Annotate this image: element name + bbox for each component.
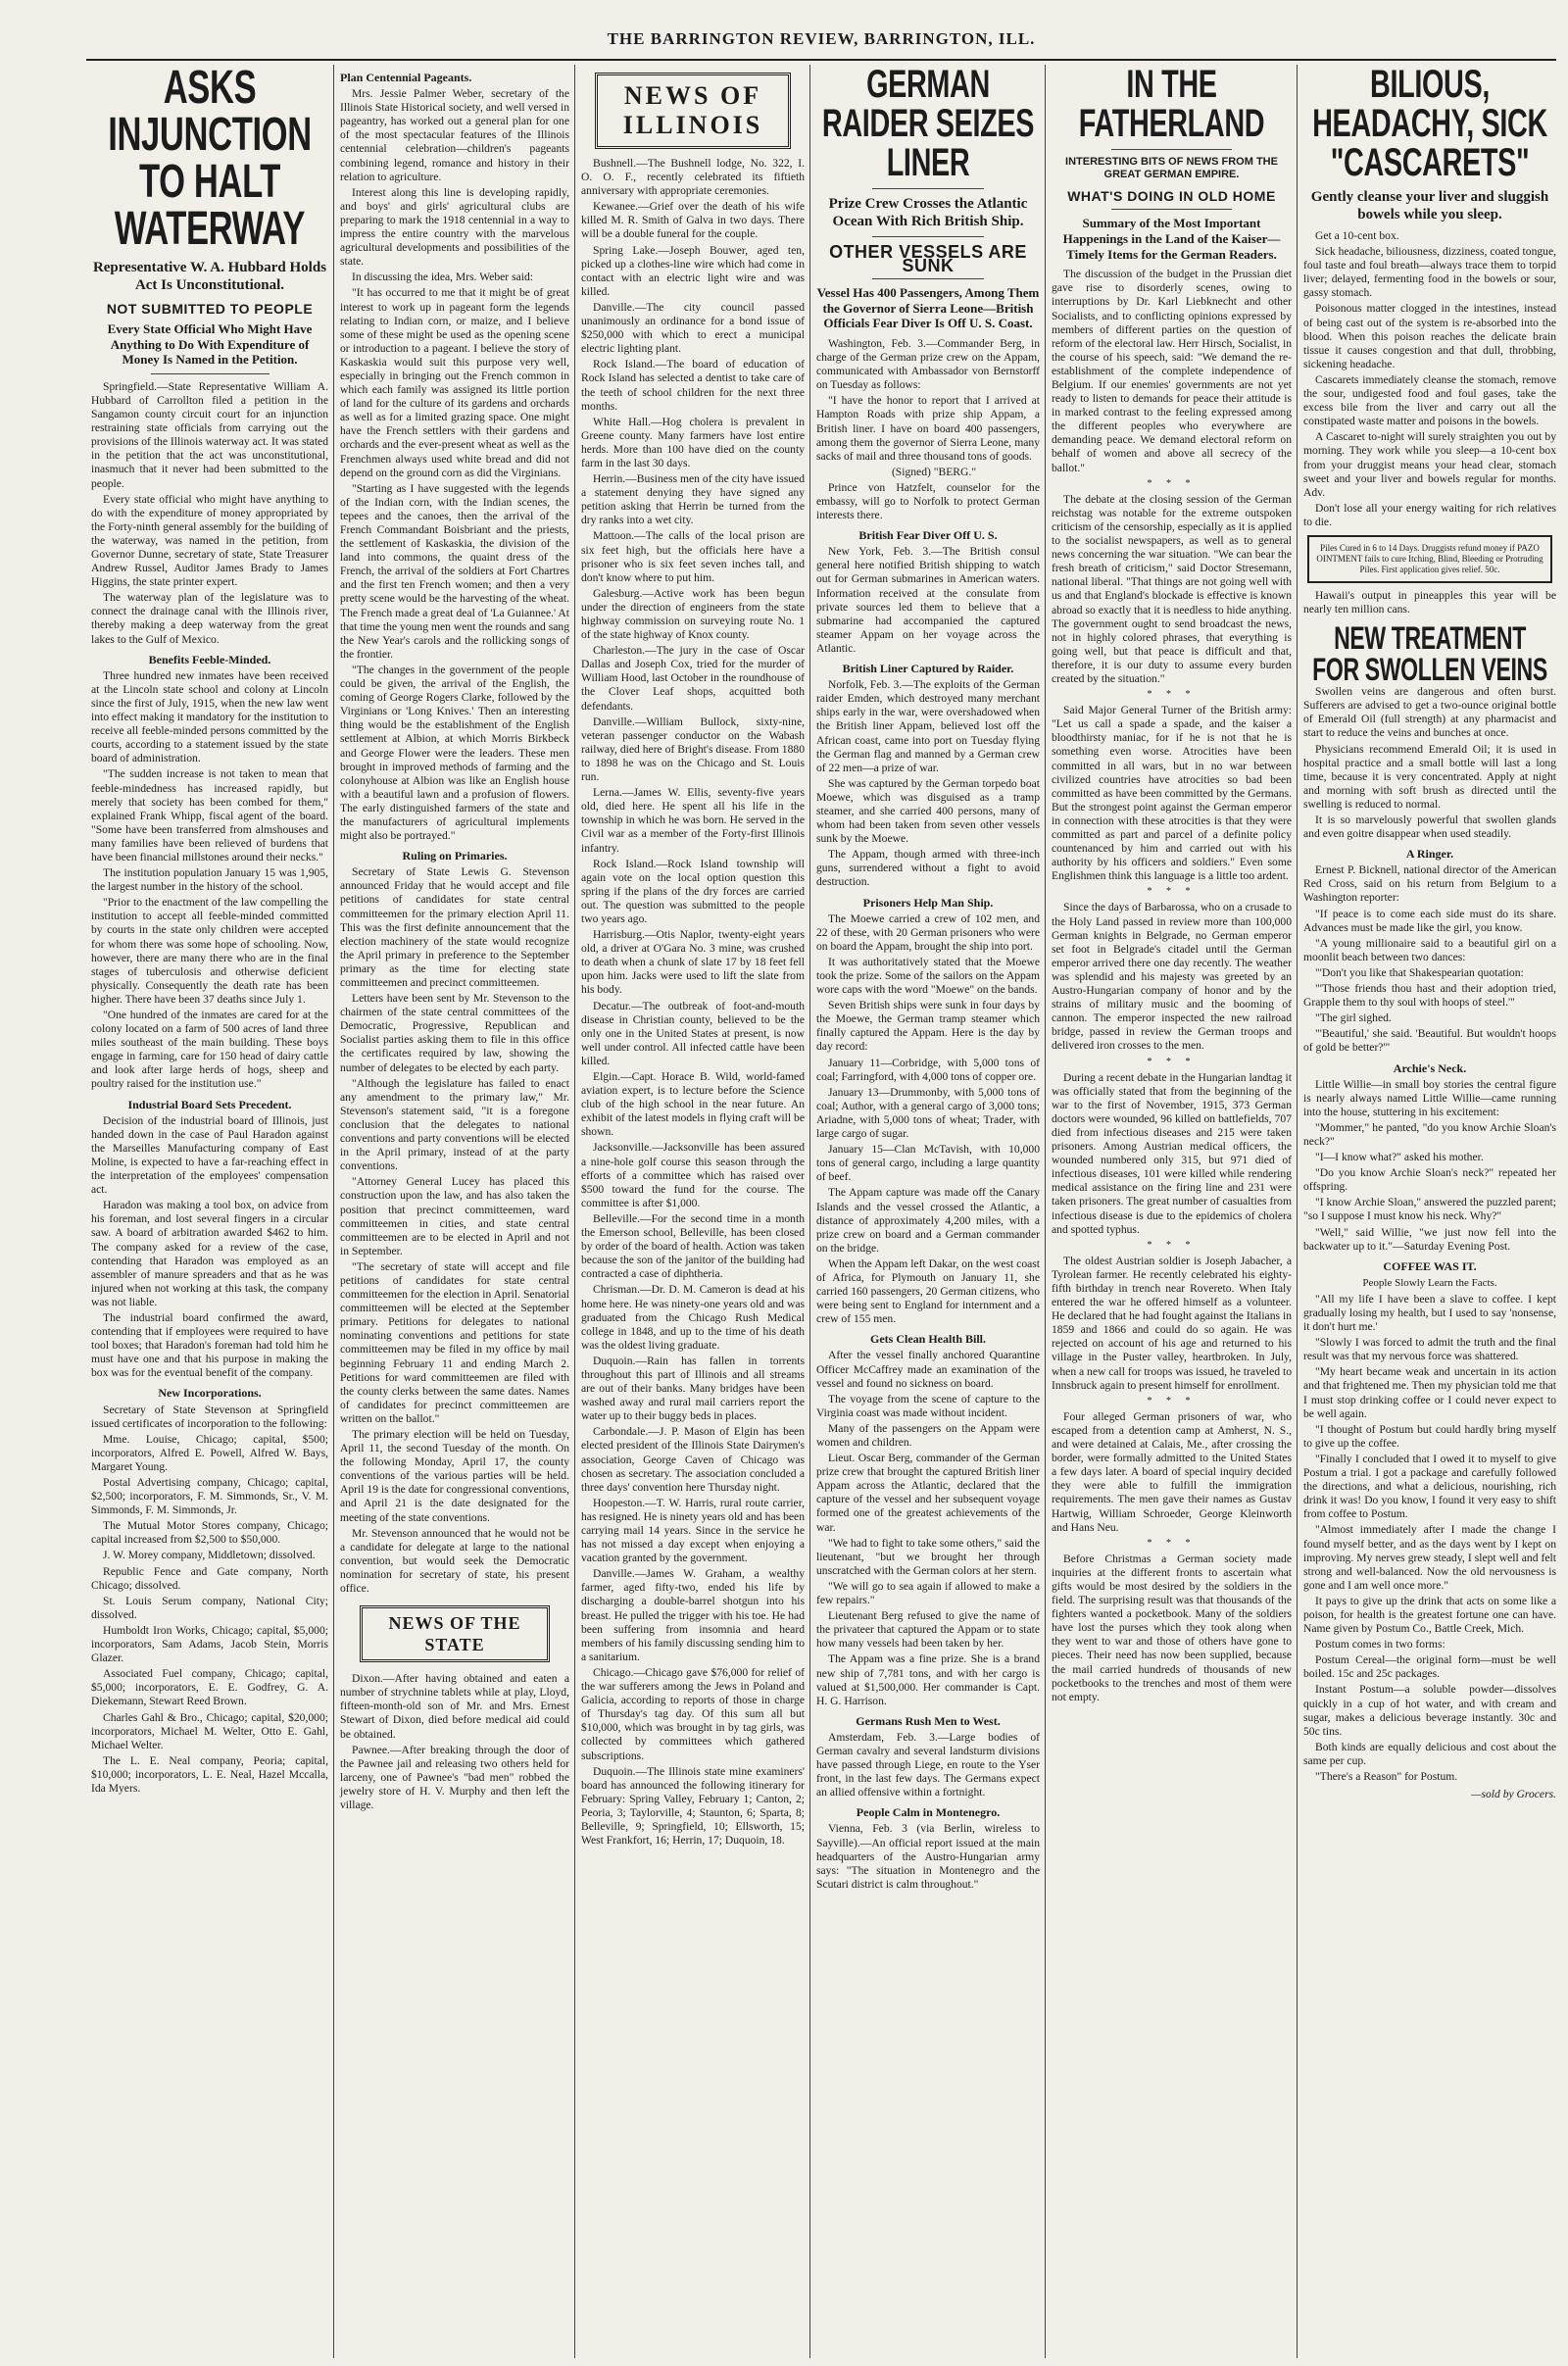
paragraph: St. Louis Serum company, National City; dissolved.	[91, 1594, 328, 1621]
column-rule	[333, 65, 334, 2358]
section-head: Plan Centennial Pageants.	[340, 71, 472, 84]
column-cascarets	[1298, 65, 1561, 2358]
paragraph: It was authoritatively stated that the Moewe took the prize. Some of the sailors on the Appam wore caps with the word "Moewe" on the bands.	[816, 955, 1040, 997]
paragraph: Chrisman.—Dr. D. M. Cameron is dead at his home here. He was ninety-one years old and was graduated from the Chicago Rush Medical college in 1848, and up to the time of his death was the oldest living graduate.	[581, 1283, 805, 1352]
paragraph: Both kinds are equally delicious and cost about the same per cup.	[1303, 1740, 1556, 1767]
paragraph: Danville.—The city council passed unanimously an ordinance for a bond issue of $250,000 with which to erect a municipal electric lighting plant.	[581, 300, 805, 356]
paragraph: "'Those friends thou hast and their adoption tried, Grapple them to thy soul with hoops of steel.'"	[1303, 982, 1556, 1010]
paragraph: Mrs. Jessie Palmer Weber, secretary of the Illinois State Historical society, and well versed in pageantry, has worked out a general plan for one of the most spectacular features of the Illinois centennial celebration—children's pageants combining legend, romance and history in their relation to agriculture.	[340, 87, 569, 183]
paragraph: Mme. Louise, Chicago; capital, $500; incorporators, Alfred E. Powell, Alfred W. Bays, Margaret Young.	[91, 1432, 328, 1473]
paragraph: "Well," said Willie, "we just now fell into the backwater up to it."—Saturday Evening Post.	[1303, 1225, 1556, 1253]
paragraph: The voyage from the scene of capture to the Virginia coast was made without incident.	[816, 1392, 1040, 1419]
separator-stars: * * *	[1147, 1537, 1197, 1549]
paragraph: "One hundred of the inmates are cared for at the colony located on a farm of 500 acres of land three miles southeast of the main building. These boys engage in farming, care for 150 head of dairy cattle and look after large herds of hogs, sheep and poultry raised for the institution use."	[91, 1009, 328, 1091]
paragraph: "Mommer," he panted, "do you know Archie Sloan's neck?"	[1303, 1120, 1556, 1148]
headline-waterway: ASKS INJUNCTION TO HALT WATERWAY	[108, 65, 312, 255]
separator-stars: * * *	[1147, 886, 1197, 898]
divider	[1111, 149, 1232, 150]
section-head: British Fear Diver Off U. S.	[858, 528, 998, 543]
news-of-the-state-title	[360, 1605, 550, 1662]
section-head: New Incorporations.	[158, 1386, 262, 1401]
paragraph: Bushnell.—The Bushnell lodge, No. 322, I. O. O. F., recently celebrated its fiftieth anniversary with appropriate ceremonies.	[581, 157, 805, 198]
paragraph: Three hundred new inmates have been received at the Lincoln state school and colony at Lincoln since the first of July, 1915, when the new law went into effect making it mandatory for the institution to receive all feeble-minded persons committed by the courts, according to a statement issued by the state board of administration.	[91, 668, 328, 765]
section-head: People Calm in Montenegro.	[856, 1805, 1001, 1820]
paragraph: Since the days of Barbarossa, who on a crusade to the Holy Land passed in review more than 100,000 German knights in Belgrade, no German emperor set foot in Belgrade's citadel until the German emperor arrived there one day recently. The weather was splendid and his majesty was greeted by an Austro-Hungarian company of honor and by the strains of military music and the booming of cannon. The emperor inspected the new railroad bridge, passed in review the German troops and delivered iron crosses to the men.	[1052, 901, 1292, 1053]
column-rule	[1045, 65, 1046, 2358]
paragraph: Danville.—James W. Graham, a wealthy farmer, aged fifty-two, ended his life by discharging a double-barrel shotgun into his breast. He pulled the trigger with his toe. He had been suffering from insomnia and heard members of his family discussing sending him to a sanitarium.	[581, 1567, 805, 1663]
paragraph: Instant Postum—a soluble powder—dissolves quickly in a cup of hot water, and with cream and sugar, makes a delicious beverage instantly. 30c and 50c tins.	[1303, 1683, 1556, 1738]
paragraph: It is so marvelously powerful that swollen glands and even goitre disappear when used steadily.	[1303, 813, 1556, 841]
paragraph: Humboldt Iron Works, Chicago; capital, $5,000; incorporators, Sam Adams, Jacob Stein, Morris Glazer.	[91, 1623, 328, 1665]
paragraph: "Prior to the enactment of the law compelling the institution to accept all feeble-minded committed by courts in the state only children were accepted for whom there was some hope of schooling. Now, however, there are many there who are in the final stages of tuberculosis and otherwise deficient physically. Consequently the death rate has been higher. There have been 37 deaths since July 1.	[91, 896, 328, 1006]
paragraph: Secretary of State Stevenson at Springfield issued certificates of incorporation to the following:	[91, 1403, 328, 1430]
paragraph: Washington, Feb. 3.—Commander Berg, in charge of the German prize crew on the Appam, communicated with Ambassador von Bernstorff on Tuesday as follows:	[816, 336, 1040, 392]
paragraph: Postal Advertising company, Chicago; capital, $2,500; incorporators, F. M. Simmonds, Sr., V. M. Simmonds, F. M. Simmonds, Jr.	[91, 1476, 328, 1517]
paragraph: Hawaii's output in pineapples this year will be nearly ten million cans.	[1303, 588, 1556, 616]
paragraph: A Cascaret to-night will surely straighten you out by morning. They work while you sleep—a 10-cent box from your druggist means your head clear, stomach sweet and your liver and bowels regular for months. Adv.	[1303, 430, 1556, 499]
paragraph: New York, Feb. 3.—The British consul general here notified British shipping to watch out for German submarines in American waters. Information received at the consulate from private sources led them to believe that a submarine had accompanied the captured steamer Appam on her voyage across the Atlantic.	[816, 545, 1040, 655]
paragraph: —sold by Grocers.	[1471, 1788, 1556, 1801]
paragraph: Swollen veins are dangerous and often burst. Sufferers are advised to get a two-ounce original bottle of Emerald Oil (full strength) at any pharmacist and start to reduce the veins and bunches at once.	[1303, 685, 1556, 740]
paragraph: Associated Fuel company, Chicago; capital, $5,000; incorporators, E. E. Godfrey, G. A. Diekemann, Stewart Reed Brown.	[91, 1667, 328, 1708]
separator-stars: * * *	[1147, 477, 1197, 489]
paragraph: Cascarets immediately cleanse the stomach, remove the sour, undigested food and foul gases, take the excess bile from the liver and carry out all the constipated waste matter and poisons in the bowels.	[1303, 372, 1556, 428]
section-head: COFFEE WAS IT.	[1383, 1258, 1477, 1273]
paragraph: The L. E. Neal company, Peoria; capital, $10,000; incorporators, L. E. Neal, Hazel Mccalla, Ida Myers.	[91, 1753, 328, 1795]
paragraph: It pays to give up the drink that acts on some like a poison, for health is the greatest fortune one can have. Name given by Postum Co., Battle Creek, Mich.	[1303, 1594, 1556, 1636]
column-german-raider	[811, 65, 1045, 2358]
paragraph: "Starting as I have suggested with the legends of the Indian corn, with the Indian scenes, the tepees and the canoes, then the arrival of the French Commandant Boisbriant and the priests, the settlement of Kaskaskia, the division of the land into commons, the quaint dress of the French, the arrival of the soldiers at Fort Chartres and the first ten French women; and then a very pretty scene would be the harvesting of the wheat. The French made a great deal of 'La Guiannee.' At that time the young men went the rounds and sang the New Year's carols and the rollicking songs of the frontier.	[340, 481, 569, 661]
paragraph: The institution population January 15 was 1,905, the largest number in the history of the school.	[91, 866, 328, 894]
paragraph: "It has occurred to me that it might be of great interest to work up in pageant form the legends relating to Indian corn, or maize, and I believe some of these might be used as the opening scene or introduction to a pageant. I believe the story of Kaskaskia would suit this purpose very well, especially in bringing out the French common in which each family was assigned its little portion of land for the culture of its gardens and orchards as well as for a limited grazing space. One might have the French settlers with their gardens and orchards and the ever-present wheat as well as the Frenchmen always used white bread and did not depend on the ground corn as did the Virginians.	[340, 286, 569, 479]
paragraph: The Moewe carried a crew of 102 men, and 22 of these, with 20 German prisoners who were on board the Appam, brought the ship into port.	[816, 912, 1040, 953]
paragraph: Before Christmas a German society made inquiries at the different fronts to ascertain what gifts would be most desired by the soldiers in the field. The surprising result was that thousands of the fighters wanted a pocketbook. Many of the soldiers have lost the purses which they took along when they went to war and those of others have gone to pieces. Their need has now been supplied, because the mail carried hundreds of thousands of new pocketbooks to the trenches and most of them were not empty.	[1052, 1552, 1292, 1703]
deck: Vessel Has 400 Passengers, Among Them the Governor of Sierra Leone—British Officials Fear Diver Is Off U. S. Coast.	[816, 285, 1040, 331]
paragraph: "There's a Reason" for Postum.	[1315, 1770, 1458, 1783]
deck: INTERESTING BITS OF NEWS FROM THE GREAT GERMAN EMPIRE.	[1065, 156, 1278, 181]
paragraph: January 13—Drummonby, with 5,000 tons of coal; Author, with a general cargo of 3,000 tons; Ariadne, with 5,000 tons of wheat; Trader, with large cargo of sugar.	[816, 1085, 1040, 1141]
paragraph: The oldest Austrian soldier is Joseph Jabacher, a Tyrolean farmer. He recently celebrated his eighty-fifth birthday in trench near Rovereto. When Italy entered the war he offered himself as a volunteer. He declared that he had fought against the Italians in 1859 and 1866 and could do so again. He was rejected on account of his age and returned to his village in the Puster valley, heartbroken. In July, when a new call for troops was issued, he traveled to Innsbruck again to present himself for enrollment.	[1052, 1254, 1293, 1392]
paragraph: Interest along this line is developing rapidly, and boys' and girls' agricultural clubs are preparing to mark the 1918 centennial in a way to impress the entire country with the marvelous agricultural developments and possibilities of the state.	[340, 185, 569, 269]
paragraph: Mattoon.—The calls of the local prison are six feet high, but the officials here have a prisoner who is six feet seven inches tall, and don't know where to put him.	[581, 529, 805, 584]
paragraph: Decatur.—The outbreak of foot-and-mouth disease in Christian county, believed to be the only one in the United States at present, is now well under control. All infected cattle have been killed.	[581, 999, 805, 1067]
paragraph: The primary election will be held on Tuesday, April 11, the second Tuesday of the month. On the following Monday, April 17, the county conventions of the various parties will be held. April 19 is the date for congressional conventions, and April 21 is the date designated for the meeting of the state conventions.	[340, 1428, 569, 1524]
paragraph: "'Beautiful,' she said. 'Beautiful. But wouldn't hoops of gold be better?'"	[1303, 1027, 1556, 1055]
separator-stars: * * *	[1147, 1239, 1197, 1251]
paragraph: Sick headache, biliousness, dizziness, coated tongue, foul taste and foul breath—always trace them to torpid liver; delayed, fermenting food in the bowels or sour, gassy stomach.	[1303, 245, 1556, 300]
divider	[872, 236, 984, 237]
title-line: NEWS OF	[623, 81, 762, 110]
paragraph: Postum comes in two forms:	[1315, 1638, 1446, 1651]
divider	[151, 373, 270, 374]
paragraph: "A young millionaire said to a beautiful girl on a moonlit beach between two dances:	[1303, 936, 1556, 963]
paragraph: The waterway plan of the legislature was to connect the drainage canal with the Illinois river, thereby making a deep waterway from the great lakes to the Gulf of Mexico.	[91, 591, 328, 646]
paragraph: "I thought of Postum but could hardly bring myself to give up the coffee.	[1303, 1422, 1556, 1450]
subhead: OTHER VESSELS ARE SUNK	[829, 242, 1027, 276]
subhead: WHAT'S DOING IN OLD HOME	[1067, 188, 1276, 205]
paragraph: Jacksonville.—Jacksonville has been assured a nine-hole golf course this season through the efforts of a committee which has raised over $500 toward the fund for the course. The committee is after $1,000.	[581, 1141, 805, 1209]
divider	[872, 278, 984, 279]
paragraph: The debate at the closing session of the German reichstag was notable for the extreme outspoken criticism of the censorship, especially as it is applied to the socialist newspapers, as well as to general news concerning the war situation. "We can bear the fresh breath of criticism," said Doctor Stresemann, national liberal. "That things are not going well with us and that England's blockade is effective is known abroad so exactly that it is needless to hide anything. The government ought to send broadcast the news, not in highly colored phrases, that everything is going well, but that peace is difficult and that, therefore, it is our duty to assume every burden created by the situation."	[1052, 492, 1292, 685]
paragraph: "The girl sighed.	[1315, 1011, 1392, 1025]
deck: Every State Official Who Might Have Anything to Do With Expenditure of Money Is Named in the Petition.	[107, 321, 313, 368]
paragraph: "I have the honor to report that I arrived at Hampton Roads with prize ship Appam, a British liner. I have on board 400 passengers, among them the governor of Sierra Leone, many sacks of mail and three thousand tons of goods.	[816, 394, 1040, 463]
subhead: NOT SUBMITTED TO PEOPLE	[106, 301, 314, 317]
column-rule	[809, 65, 810, 2358]
paragraph: Duquoin.—Rain has fallen in torrents throughout this part of Illinois and all streams are out of their banks. Many bridges have been washed away and rural mail carriers report the water up to their buggy beds in places.	[581, 1354, 805, 1423]
column-pageants	[335, 65, 574, 2358]
paragraph: Harrisburg.—Otis Naplor, twenty-eight years old, a driver at O'Gara No. 3 mine, was crushed to death when a chunk of slate 17 by 18 feet fell upon him. Jacks were used to lift the slate from his body.	[581, 928, 805, 997]
paragraph: "We had to fight to take some others," said the lieutenant, "but we brought her through unscratched with the German colors at her stern.	[816, 1536, 1040, 1577]
paragraph: The Appam was a fine prize. She is a brand new ship of 7,781 tons, and with her cargo is valued at $1,500,000. Her commander is Capt. H. G. Harrison.	[816, 1652, 1040, 1707]
section-head: Gets Clean Health Bill.	[870, 1332, 986, 1347]
paragraph: "I know Archie Sloan," answered the puzzled parent; "so I suppose I must know his neck. Why?"	[1303, 1196, 1556, 1223]
paragraph: "'Don't you like that Shakespearian quotation:	[1315, 965, 1524, 979]
divider	[872, 188, 984, 189]
paragraph: In discussing the idea, Mrs. Weber said:	[352, 271, 533, 284]
paragraph: Postum Cereal—the original form—must be well boiled. 15c and 25c packages.	[1303, 1653, 1556, 1681]
paragraph: Little Willie—in small boy stories the central figure is nearly always named Little Willie—came running into the house, stuttering in his excitement:	[1303, 1077, 1556, 1118]
paragraph: She was captured by the German torpedo boat Moewe, which was disguised as a tramp steamer, and she carried 400 persons, many of whom had been taken from seven other vessels sunk by the Moewe.	[816, 776, 1040, 846]
paragraph: During a recent debate in the Hungarian landtag it was officially stated that from the beginning of the war to the first of November, 1915, 373 German doctors were wounded, 96 killed on battlefields, 707 died from infectious diseases and 215 were taken prisoners. Among Austrian medical officers, the wounded numbered only 315, but 971 died of infectious diseases, 101 were killed while rendering medical assistance on the firing line and 231 were taken prisoners. The great number of casualties from infectious disease is due to the epidemics of cholera and spotted typhus.	[1052, 1070, 1292, 1236]
paragraph: Galesburg.—Active work has been begun under the direction of engineers from the state highway commission on surveying route No. 1 of the state highway of Knox county.	[581, 586, 805, 642]
paragraph: Chicago.—Chicago gave $76,000 for relief of the war sufferers among the Jews in Poland and Galicia, according to reports of those in charge of Thursday's tag day. Of this sum all but $10,000, which was brought in by tag girls, was collected by committees which gathered subscriptions.	[581, 1665, 805, 1762]
deck: Representative W. A. Hubbard Holds Act Is Unconstitutional.	[92, 260, 327, 293]
paragraph: Kewanee.—Grief over the death of his wife killed M. R. Smith of Galva in two days. There will be a double funeral for the couple.	[581, 200, 805, 241]
paragraph: The Appam, though armed with three-inch guns, surrendered without a fight to avoid destruction.	[816, 848, 1040, 889]
paragraph: January 11—Corbridge, with 5,000 tons of coal; Farringford, with 4,000 tons of copper ore.	[816, 1056, 1040, 1083]
paragraph: Every state official who might have anything to do with the expenditure of money appropriated by the Forty-ninth general assembly for the building of the waterway, was named in the petition, from Governor Dunne, secretary of state, State Treasurer Andrew Russel, Auditor James Brady to James Higgins, the state printer expert.	[91, 492, 328, 589]
paragraph: "I—I know what?" asked his mother.	[1315, 1151, 1484, 1164]
paragraph: January 15—Clan McTavish, with 10,000 tons of general cargo, including a large quantity of beef.	[816, 1143, 1040, 1184]
paragraph: Springfield.—State Representative William A. Hubbard of Carrollton filed a petition in the Sangamon county circuit court for an injunction restraining state officials from carrying out the provisions of the Illinois waterway act. It was stated in the petition that the act was unconstitutional, inasmuch that it never had been submitted to the people.	[91, 379, 328, 490]
paragraph: "Although the legislature has failed to enact any amendment to the primary law," Mr. Stevenson's statement said, "it is a foregone conclusion that the delegates to national conventions and party conventions will be elected in the April primary, instead of at the party conventions.	[340, 1076, 569, 1173]
paragraph: "Do you know Archie Sloan's neck?" repeated her offspring.	[1303, 1166, 1556, 1194]
section-head: Archie's Neck.	[1393, 1060, 1467, 1075]
news-of-illinois-box	[595, 73, 791, 149]
headline-fatherland: IN THE FATHERLAND	[1078, 65, 1265, 145]
paragraph: The Mutual Motor Stores company, Chicago; capital increased from $2,500 to $50,000.	[91, 1519, 328, 1547]
deck: Gently cleanse your liver and sluggish bowels while you sleep.	[1310, 189, 1549, 222]
paragraph: Elgin.—Capt. Horace B. Wild, world-famed aviation expert, is to lecture before the Science club of the high school in the near future. An exhibit of the latest models in flying craft will be shown.	[581, 1070, 805, 1139]
title-line: ILLINOIS	[622, 111, 763, 139]
paragraph: Don't lose all your energy waiting for rich relatives to die.	[1303, 501, 1556, 528]
paragraph: Letters have been sent by Mr. Stevenson to the chairmen of the state central committees of the Democratic, Progressive, Republican and Socialist parties asking them to file in this office the certificates required by law, showing the number of delegates to be elected by each party.	[340, 992, 569, 1074]
column-rule	[574, 65, 575, 2358]
paragraph: "Attorney General Lucey has placed this construction upon the law, and has also taken the position that precinct committeemen, ward committeemen in cities, and state central committeemen are to be elected in April and not in September.	[340, 1175, 569, 1257]
paragraph: White Hall.—Hog cholera is prevalent in Greene county. Many farmers have lost entire herds. More than 100 have died on the county farm in the last 30 days.	[581, 415, 805, 469]
paragraph: Republic Fence and Gate company, North Chicago; dissolved.	[91, 1564, 328, 1592]
paragraph: Poisonous matter clogged in the intestines, instead of being cast out of the system is re-absorbed into the blood. When this poison reaches the delicate brain tissue it causes congestion and that dull, throbbing, sickening headache.	[1303, 302, 1556, 370]
section-head: A Ringer.	[1405, 847, 1454, 862]
separator-stars: * * *	[1147, 689, 1197, 701]
paragraph: When the Appam left Dakar, on the west coast of Africa, for Plymouth on January 11, she carried 160 passengers, 20 German citizens, who were being sent to England for internment and a crew of 155 men.	[816, 1257, 1040, 1326]
paragraph: The discussion of the budget in the Prussian diet gave rise to disorderly scenes, owing to interruptions by Dr. Karl Liebknecht and other Socialists, and to conflicting opinions expressed by members of different parties on the question of reform of the electoral law. Herr Hirsch, Socialist, in the course of his speech, said: "We demand the re-establishment of the complete independence of Belgium. If our enemies' governments are not yet ready to listen to demands for peace their attitude is in marked contrast to the feeling expressed among the different peoples who everywhere are demanding peace. We demand electoral reform on behalf of women and above all secrecy of the ballot."	[1052, 268, 1292, 474]
divider	[1111, 209, 1232, 210]
section-subhead: People Slowly Learn the Facts.	[1362, 1276, 1497, 1289]
paragraph: Ernest P. Bicknell, national director of the American Red Cross, said on his return from Belgium to a Washington reporter:	[1303, 863, 1556, 905]
paragraph: (Signed) "BERG."	[891, 465, 977, 478]
paragraph: Herrin.—Business men of the city have issued a statement denying they have signed any petition asking that Herrin be turned from the dry ranks into a wet city.	[581, 472, 805, 527]
paragraph: Lieutenant Berg refused to give the name of the privateer that captured the Appam or to state how many vessels had been taken by her.	[816, 1609, 1040, 1651]
column-news-of-illinois	[576, 65, 809, 2358]
paragraph: Danville.—William Bullock, sixty-nine, veteran passenger conductor on the Wabash railway, died here of Bright's disease. From 1880 to 1898 he was on the Chicago and St. Louis run.	[581, 715, 805, 784]
section-head: Germans Rush Men to West.	[856, 1713, 1001, 1728]
paragraph: Physicians recommend Emerald Oil; it is used in hospital practice and a small bottle will last a long time, because it is very concentrated. Apply at night and morning with soft brush as directed until the swelling is reduced to normal.	[1303, 742, 1556, 811]
paragraph: "If peace is to come each side must do its share. Advances must be made like the girl, you know.	[1303, 907, 1556, 934]
headline-cascarets: BILIOUS, HEADACHY, SICK "CASCARETS"	[1312, 65, 1547, 184]
paragraph: Rock Island.—The board of education of Rock Island has selected a dentist to take care of the teeth of school children for the next three months.	[581, 358, 805, 413]
paragraph: Rock Island.—Rock Island township will again vote on the local option question this spring if the plans of the dry forces are carried out. The question was submitted to the people two years ago.	[581, 857, 805, 925]
paragraph: Decision of the industrial board of Illinois, just handed down in the case of Paul Haradon against the Marseilles Manufacturing company of East Moline, is expected to have a far-reaching effect in the interpretation of the employees' compensation act.	[91, 1113, 328, 1197]
paragraph: Belleville.—For the second time in a month the Emerson school, Belleville, has been closed by order of the board of health. Action was taken because the son of the janitor of the building had contracted a case of diphtheria.	[581, 1211, 805, 1281]
paragraph: "The secretary of state will accept and file petitions of candidates for state central committeemen for the election in April. Senatorial committeemen will be elected at the September primary. Petitions for delegates to national nominating conventions and petitions for state committeemen may be filed in my office by mail beginning February 11 and ending March 2. Petitions for ward committeemen are filed with the county clerks between the same dates. Names of candidates for precinct committeemen are written on the ballot."	[340, 1259, 569, 1425]
paragraph: Seven British ships were sunk in four days by the Moewe, the German tramp steamer which finally captured the Appam. Here is the day by day record:	[816, 999, 1040, 1054]
paragraph: Duquoin.—The Illinois state mine examiners' board has announced the following itinerary for February: Spring Valley, February 1; Canton, 2; Peoria, 3; Taylorville, 4; Staunton, 6; Sparta, 8; Belleville, 9; Springfield, 10; Ellsworth, 15; West Frankfort, 16; Herrin, 17; Duquoin, 18.	[581, 1764, 805, 1848]
separator-stars: * * *	[1147, 1395, 1197, 1406]
section-head: Prisoners Help Man Ship.	[862, 895, 994, 910]
paragraph: "Almost immediately after I made the change I found myself better, and as the days went by I kept on improving. My nerves grew steady, I slept well and felt strong and well-balanced. Now the old nervousness is gone and I am well once more."	[1303, 1523, 1556, 1592]
paragraph: Norfolk, Feb. 3.—The exploits of the German raider Emden, which destroyed many merchant ships early in the war, were overshadowed when the British liner Appam, believed lost off the African coast, came into port on Tuesday flying the German flag and manned by a German crew of 22 men—a prize of war.	[816, 678, 1040, 774]
title-line: NEWS OF THE STATE	[388, 1613, 521, 1655]
paragraph: Haradon was making a tool box, on advice from his foreman, and lost several fingers in a circular saw. A board of arbitration awarded $462 to him. The company asked for a review of the case, contending that Haradon was employed as an assembler of manure spreaders and that as he was injured when not working at this task, the company was not liable.	[91, 1199, 328, 1308]
paragraph: Said Major General Turner of the British army: "Let us call a spade a spade, and the kaiser a bloodthirsty maniac, for if he is not that he is something even worse. Atrocities have been committed in all wars, but in no war between civilized countries have atrocities so bad been committed as have been committed by the Germans. But the strongest point against the German emperor in connection with these atrocities is that they were committed as part and parcel of a definite policy countenanced by him and carried out with his authority by his officers and soldiers." Even some Englishmen think this language is a little too ardent.	[1052, 704, 1292, 883]
paragraph: Four alleged German prisoners of war, who escaped from a detention camp at Amherst, N. S., and were detained at Calais, Me., after crossing the border, were formally admitted to the United States a few days later. A board of special inquiry decided they were able to fulfill the immigration requirements. The men gave their names as Gustav Hartwig, William Schroeder, George Kleinworth and Hans Neu.	[1052, 1409, 1292, 1534]
pazo-ointment-ad: Piles Cured in 6 to 14 Days. Druggists refund money if PAZO OINTMENT fails to cure Itching, Blind, Bleeding or Protruding Piles. First application gives relief. 50c.	[1307, 535, 1552, 583]
paragraph: Amsterdam, Feb. 3.—Large bodies of German cavalry and several landsturm divisions have passed through Liege, en route to the Yser front, in the last few days. The Germans expect an allied offensive within a fortnight.	[816, 1730, 1040, 1799]
paragraph: Vienna, Feb. 3 (via Berlin, wireless to Sayville).—An official report issued at the main headquarters of the Austro-Hungarian army says: "The situation in Montenegro and the Scutari district is calm throughout."	[816, 1822, 1040, 1891]
section-head: Industrial Board Sets Precedent.	[127, 1097, 292, 1111]
paragraph: After the vessel finally anchored Quarantine Officer McCaffrey made an examination of the vessel and found no sickness on board.	[816, 1349, 1040, 1390]
paragraph: Pawnee.—After breaking through the door of the Pawnee jail and releasing two others held for larceny, one of Pawnee's "bad men" robbed the jewelry store of H. V. Murphy and then left the village.	[340, 1743, 569, 1811]
paragraph: "The sudden increase is not taken to mean that feeble-mindedness has increased rapidly, but merely that society has been combed for them," explained Frank Whipp, fiscal agent of the board. "Some have been transferred from almshouses and many families have been relieved of burdens that have been financial millstones around their necks."	[91, 767, 328, 863]
paragraph: J. W. Morey company, Middletown; dissolved.	[103, 1549, 316, 1562]
paragraph: "All my life I have been a slave to coffee. I kept gradually losing my health, but I used to say 'nonsense, it don't hurt me.'	[1303, 1292, 1556, 1334]
paragraph: Prince von Hatzfelt, counselor for the embassy, will go to Norfolk to protect German interests there.	[816, 480, 1040, 522]
deck: Summary of the Most Important Happenings in the Land of the Kaiser—Timely Items for the German Readers.	[1062, 216, 1281, 262]
paragraph: "My heart became weak and uncertain in its action and that frightened me. Then my physician told me that I must stop drinking coffee or I could never expect to be well again.	[1303, 1365, 1556, 1420]
column-fatherland	[1047, 65, 1297, 2358]
section-head: Ruling on Primaries.	[402, 849, 508, 863]
paragraph: Many of the passengers on the Appam were women and children.	[816, 1421, 1040, 1449]
separator-stars: * * *	[1147, 1056, 1197, 1067]
paragraph: Carbondale.—J. P. Mason of Elgin has been elected president of the Illinois State Dairymen's association, George Caven of Chicago was chosen as secretary. The association concluded a three days' convention here Thursday night.	[581, 1425, 805, 1494]
paragraph: Spring Lake.—Joseph Bouwer, aged ten, picked up a clothes-line wire which had come in contact with an electric light wire and was killed.	[581, 243, 805, 298]
paragraph: Get a 10-cent box.	[1315, 229, 1399, 242]
masthead: THE BARRINGTON REVIEW, BARRINGTON, ILL.	[86, 29, 1556, 61]
column-rule	[1297, 65, 1298, 2358]
paragraph: Secretary of State Lewis G. Stevenson announced Friday that he would accept and file petitions of candidates for state central committeemen for the primary election April 11. This was the first definite announcement that the election machinery of the state would recognize the April primary in preference to the September primary as the time for electing state committeemen and precinct committeemen.	[340, 865, 569, 989]
paragraph: "Finally I concluded that I owed it to myself to give Postum a trial. I got a package and carefully followed the directions, and what a delicious, nourishing, rich drink it was! Do you know, I found it very easy to shift from coffee to Postum.	[1303, 1452, 1556, 1521]
paragraph: "The changes in the government of the people could be given, the arrival of the English, the coming of George Rogers Clarke, followed by the Virginians or 'Long Knives.' Then an interesting thing would be the establishment of the English settlement at Albion, at which Morris Birkbeck and George Flower were the leaders. These men brought in improved methods of farming and the colonyhouse at Albion was like an English house with a beautiful lawn and a profusion of flowers. The early distinguished farmers of the state and the manufacturers of agricultural implements might also be portrayed."	[340, 663, 569, 843]
section-head: Benefits Feeble-Minded.	[148, 652, 271, 666]
section-head: British Liner Captured by Raider.	[842, 662, 1014, 676]
paragraph: Lerna.—James W. Ellis, seventy-five years old, died here. He spent all his life in the township in which he was born. He served in the Civil war as a member of the Forty-first Illinois infantry.	[581, 786, 805, 855]
paragraph: "We will go to sea again if allowed to make a few repairs."	[816, 1579, 1040, 1607]
paragraph: Mr. Stevenson announced that he would not be a candidate for delegate at large to the national convention, but would seek the Democratic nomination for secretary of state, his present office.	[340, 1526, 569, 1596]
paragraph: Charleston.—The jury in the case of Oscar Dallas and Joseph Cox, tried for the murder of William Hood, last October in the roundhouse of the Clover Leaf shops, acquitted both defendants.	[581, 644, 805, 713]
paragraph: Lieut. Oscar Berg, commander of the German prize crew that brought the captured British liner Appam across the Atlantic, declared that the capture of the vessel and her subsequent voyage formed one of the greatest achievements of the war.	[816, 1452, 1040, 1534]
paragraph: The industrial board confirmed the award, contending that if employees were required to have tool boxes; that Haradon's foreman had told him he must have one and that his purpose in making the box was for the eventual benefit of the company.	[91, 1310, 328, 1380]
deck: Prize Crew Crosses the Atlantic Ocean With Rich British Ship.	[828, 196, 1028, 229]
paragraph: Dixon.—After having obtained and eaten a number of strychnine tablets while at play, Lloyd, fifteen-month-old son of Mr. and Mrs. Ernest Stewart of Dixon, died before medical aid could be obtained.	[340, 1672, 569, 1741]
headline-german-raider: GERMAN RAIDER SEIZES LINER	[821, 65, 1035, 184]
paragraph: Charles Gahl & Bro., Chicago; capital, $20,000; incorporators, Michael M. Welter, Otto E. Gahl, Michael Welter.	[91, 1710, 328, 1751]
headline-swollen-veins: NEW TREATMENT FOR SWOLLEN VEINS	[1312, 620, 1547, 688]
paragraph: "Slowly I was forced to admit the truth and the final result was that my nervous force was shattered.	[1303, 1336, 1556, 1363]
paragraph: The Appam capture was made off the Canary Islands and the vessel crossed the Atlantic, a distance of approximately 4,200 miles, with a prize crew on board and a German commander on the bridge.	[816, 1186, 1040, 1255]
paragraph: Hoopeston.—T. W. Harris, rural route carrier, has resigned. He is ninety years old and has been carrying mail 14 years. Since in the service he has not missed a day except when enjoying a vacation granted by the government.	[581, 1496, 805, 1565]
column-waterway	[86, 65, 333, 2358]
